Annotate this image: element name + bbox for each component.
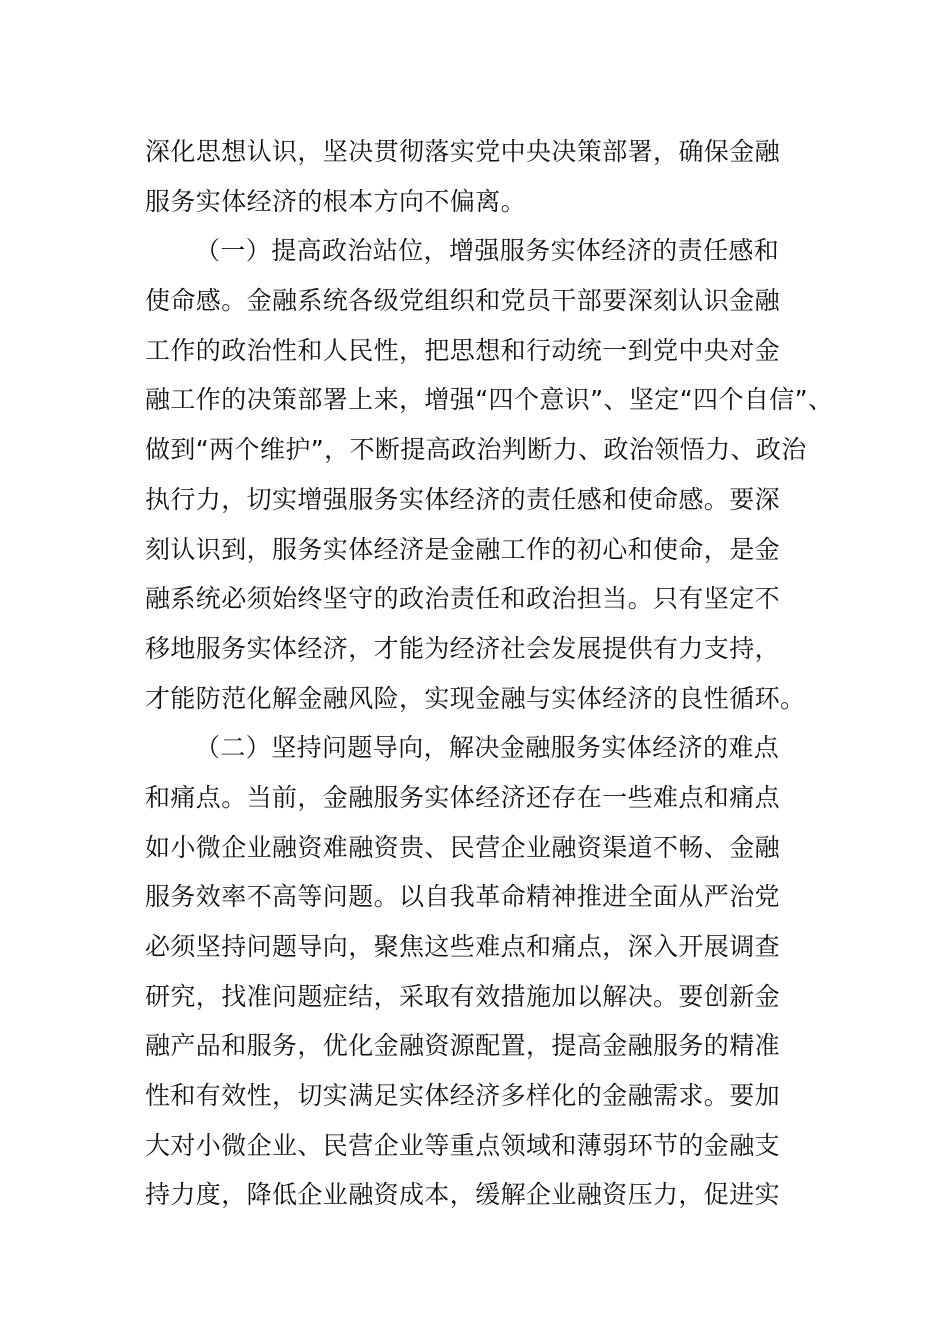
text-line: 大对小微企业、民营企业等重点领域和薄弱环节的金融支 [145, 1130, 781, 1160]
text-line: 才能防范化解金融风险，实现金融与实体经济的良性循环。 [145, 683, 806, 713]
text-line: 做到“两个维护”，不断提高政治判断力、政治领悟力、政治 [145, 435, 807, 465]
text-line: 融工作的决策部署上来，增强“四个意识”、坚定“四个自信”、 [145, 385, 834, 415]
text-line: 服务实体经济的根本方向不偏离。 [145, 186, 527, 216]
text-line: 工作的政治性和人民性，把思想和行动统一到党中央对金 [145, 335, 781, 365]
text-line: 移地服务实体经济，才能为经济社会发展提供有力支持， [145, 633, 781, 663]
text-line: 研究，找准问题症结，采取有效措施加以解决。要创新金 [145, 981, 781, 1011]
text-line: 性和有效性，切实满足实体经济多样化的金融需求。要加 [145, 1081, 781, 1111]
text-line: 深化思想认识，坚决贯彻落实党中央决策部署，确保金融 [145, 137, 781, 166]
text-line: 如小微企业融资难融资贵、民营企业融资渠道不畅、金融 [145, 832, 781, 862]
text-line: 执行力，切实增强服务实体经济的责任感和使命感。要深 [145, 484, 781, 514]
text-line: 和痛点。当前，金融服务实体经济还存在一些难点和痛点 [145, 782, 781, 812]
text-line: 刻认识到，服务实体经济是金融工作的初心和使命，是金 [145, 534, 781, 564]
text-line: 融产品和服务，优化金融资源配置，提高金融服务的精准 [145, 1031, 781, 1061]
document-body [145, 127, 834, 1220]
text-line: 持力度，降低企业融资成本，缓解企业融资压力，促进实 [145, 1180, 781, 1210]
text-line: 使命感。金融系统各级党组织和党员干部要深刻认识金融 [145, 286, 781, 316]
section-heading-line: （一）提高政治站位，增强服务实体经济的责任感和 [195, 236, 780, 266]
text-line: 融系统必须始终坚守的政治责任和政治担当。只有坚定不 [145, 584, 781, 614]
text-line: 必须坚持问题导向，聚焦这些难点和痛点，深入开展调查 [145, 932, 781, 961]
section-heading-line: （二）坚持问题导向，解决金融服务实体经济的难点 [195, 733, 780, 763]
text-line: 服务效率不高等问题。以自我革命精神推进全面从严治党 [145, 882, 781, 912]
